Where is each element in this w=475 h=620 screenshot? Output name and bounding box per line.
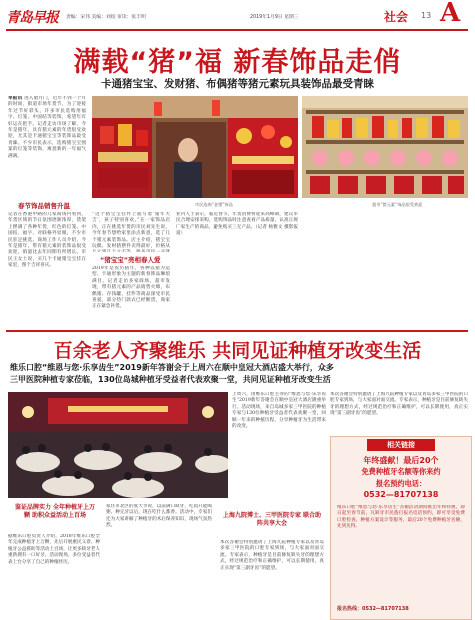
story1-photo1-caption: 市民选购“金猪”饰品: [195, 202, 233, 207]
story2-lead: 上周六，由维乐口腔主办的“维恩与您·乐享齿生”2019新年答谢会在顺中皇冠大酒店隆重举行。活动现场，来自岛城多家三甲医院的种植专家与130位种植牙受益者代表欢聚一堂，回顾一年来的种植历程，分享种植牙为生活带来的改变。: [232, 392, 326, 430]
story1-body-1: 记者在香港中路的几家商场内看到，年货区域的节日氛围逐渐浓厚，货架上摆满了各种年货，红色的灯笼、中国结、福字、对联格外显眼，不少市民驻足挑选。商场工作人员介绍，今年是猪年，带有猪元素的装饰品很受欢迎，销量比去年同期有所增长。市民王女士说，买几个卡通猪宝宝挂在家里，图个吉祥喜庆。: [8, 212, 86, 269]
story2-crosshead-1: 鉴证品牌实力 全年种植牙上万颗 助积众益活动上百场: [14, 504, 96, 519]
story2-deck-1: 维乐口腔“维恩与您·乐享齿生”2019新年答谢会于上周六在顺中皇冠大酒店盛大举行，众多: [10, 363, 334, 372]
story1-deck: 卡通猪宝宝、发财猪、布偶猪等猪元素玩具装饰品最受青睐: [101, 78, 374, 90]
story2-body-3: [330, 392, 468, 436]
story1-headline: 满载“猪”福 新春饰品走俏: [73, 47, 402, 78]
story1-crosshead-2: “猪宝宝”亮相春人爱: [100, 256, 161, 264]
story1-body-3: 2019年是农历猪年，各种以猪为造型、卡通形象为主题的新春饰品琳琅满目。记者走访多家商场、超市发现，带有猪元素的产品销售火爆，布偶猪、存钱罐、挂件等商品深受市民喜爱，部分热门款式已经断货，商家正在紧急补货。: [92, 266, 170, 310]
related-box-head-2: 免费种植牙名额等你来约: [361, 467, 441, 476]
masthead-rule: [6, 29, 468, 31]
story1-byline: 早报讯: [8, 96, 23, 101]
story1-lead-text: 进入腊月门，近年不到一个月的时间，街道市场年货节，为了迎接年过节好彩头，许多市民选购用福字、灯笼、中国结等装饰，希望年有好运在把手。记者走访市场了解，今年是猪年，具有猪元素的年货很受欢迎，尤其是卡通猪宝宝等装饰品最受青睐。不少市民表示，选购猪宝宝图案的灯笼等装饰，寓意新的一年福气满满。: [8, 96, 86, 159]
story1-body-2: “这个猪宝宝挂件上面写着‘猪年大吉’，孩子特别喜欢。”在一家饰品店内，正在挑选年货的市民刘先生说，今年春节想给家里添点新意，选了几个猪元素装饰品。店主介绍，猪宝宝玩偶、发财猪摆件卖得最好，价格从: [92, 212, 170, 250]
story2-headline: 百余老人齐聚维乐 共同见证种植牙改变生活: [53, 340, 422, 362]
story2-body-1: 据维乐口腔负责人介绍，2018年维乐口腔全年完成种植牙上万颗，先后开展惠民义诊、种植牙公益援助等活动上百场，让更多缺牙老人重新拥有一口好牙。活动现场，多位受益者代表上台分享了自己的种植经历。: [8, 534, 100, 565]
story-divider: [6, 330, 468, 332]
event-photo-illustration: [8, 392, 228, 498]
story1-photo-shop: [92, 96, 298, 198]
story1-photo-shelves: [302, 96, 468, 198]
story1-lead: [8, 96, 86, 194]
story2-body-4-text: 本次答谢会特别邀请了上海九院种植专家以及青岛多家三甲医院的口腔专家到场，与大家面对面交流。专家表示，种植牙是目前修复缺失牙的理想方式，经过规范治疗和正确维护，可以长期使用，真正实现“第三副牙齿”的愿望。: [220, 540, 324, 571]
story2-body-3-text: 本次答谢会特别邀请了上海九院种植专家以及青岛多家三甲医院的口腔专家到场，与大家面对面交流。专家表示，种植牙是目前修复缺失牙的理想方式，经过规范治疗和正确维护，可以长期使用，真正实现“第三副牙齿”的愿望。: [330, 392, 468, 417]
masthead-page-letter: A: [440, 0, 461, 28]
masthead-section: 社会: [384, 10, 409, 24]
masthead: [0, 0, 475, 32]
related-box-body: 维乐口腔“维恩与您·乐享齿生”答谢活动期间推出年终特惠，即日起至春节前，凡缺牙市民拨打报名电话预约，即可享受免费口腔检查、种植方案设计等服务，最后20个免费种植牙名额，先到先得。: [337, 505, 465, 530]
masthead-logo: 青岛早报: [6, 10, 58, 26]
shop-photo-illustration: [92, 96, 298, 198]
story2-body-2: 家住市北区的张大爷说，以前满口缺牙，吃饭只能喝粥，种完牙以后，现在吃什么都香。活动中，专家们还为大家讲解了种植牙的术后保养知识，现场气氛热烈。: [106, 504, 212, 529]
related-box-head-1: 年终盛献！最后20个: [363, 456, 439, 465]
story1-body-4: 业内人士表示，临近春节，年货消费将迎来高峰期，建议市民合理安排采购，选购饰品时注意查看产品质量，认准正规厂家生产的商品，避免购买三无产品。（记者 杨雅文 摄影报道）: [176, 212, 298, 237]
story2-crosshead-2: 上海九院博士、三甲医院专家 联合助阵共享大会: [222, 512, 322, 527]
related-box-title: 相关链接: [367, 439, 435, 451]
related-box-phone[interactable]: 0532—81707138: [363, 490, 439, 499]
story1-body-3b: [176, 212, 298, 326]
masthead-page-no: 13: [421, 11, 432, 20]
shelves-photo-illustration: [302, 96, 468, 198]
masthead-staff: 责编：宋伟 美编：刘绍 审读：张丰明: [66, 15, 146, 20]
related-box: [330, 436, 472, 620]
story1-photo2-caption: 超市“猪元素”饰品很受欢迎: [372, 202, 423, 207]
story2-body-4: [220, 540, 324, 616]
story1-crosshead-1: 春节饰品销售升温: [18, 202, 70, 210]
story2-deck-2: 三甲医院种植专家莅临，130位岛城种植牙受益者代表欢聚一堂，共同见证种植牙改变生活: [10, 375, 331, 384]
related-box-phone-line[interactable]: 报名热线：0532—81707138: [337, 606, 409, 612]
masthead-date: 2019年1月9日 星期三: [250, 15, 299, 20]
story2-photo-event: [8, 392, 228, 498]
related-box-head-3: 报名预约电话：: [375, 479, 427, 488]
